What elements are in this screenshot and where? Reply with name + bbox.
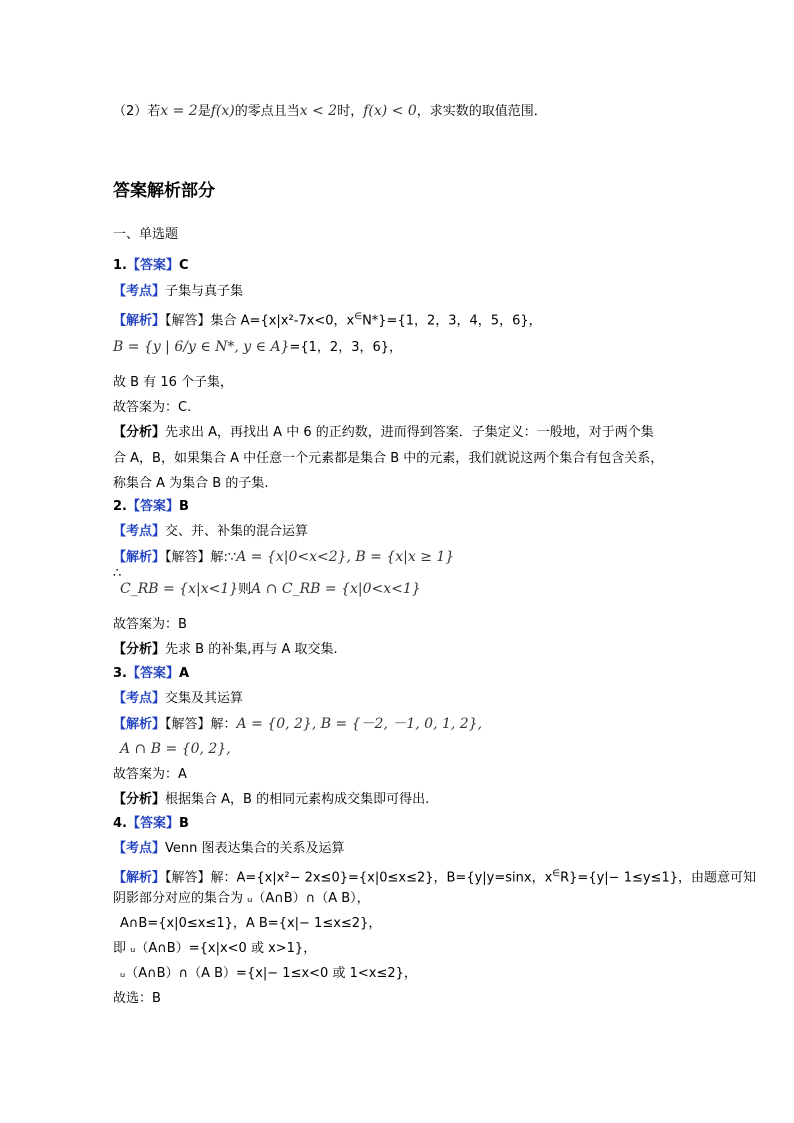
q2-solution-line-2 [120, 580, 421, 599]
math-expression: f(x) < 0 [363, 103, 417, 119]
part-title: 一、单选题 [113, 227, 179, 242]
question-number: 4. [113, 816, 127, 831]
question-number: 3. [113, 666, 127, 681]
q3-conclusion: 故答案为：A [113, 767, 187, 782]
math-expression: f(x) [210, 103, 235, 119]
fenxi-tag: 【分析】 [113, 642, 166, 657]
math-expression: x = 2 [160, 103, 198, 119]
answer-tag: 【答案】 [126, 816, 179, 831]
solution-text: 解:∵ [210, 550, 237, 565]
jieda-tag: 【解答】 [165, 313, 211, 329]
text: ，求实数的取值范围． [416, 104, 547, 119]
text: 是 [197, 104, 211, 119]
q1-solution-line-2 [113, 338, 402, 357]
solution-text: 则 [238, 582, 252, 597]
q2-solution-line-1 [113, 548, 454, 567]
q1-analysis-line-3: 称集合 A 为集合 B 的子集. [113, 476, 269, 491]
element-of-symbol: ∈ [552, 869, 561, 879]
solution-text: 集合 A={x|x²-7x<0，x [210, 313, 355, 329]
q4-solution-line-2: 阴影部分对应的集合为 ᵤ（A∩B）∩（A B）， [113, 891, 370, 906]
analysis-text: 先求出 A，再找出 A 中 6 的正约数，进而得到答案．子集定义：一般地，对于两个集 [165, 425, 654, 440]
q3-point-line [113, 690, 243, 708]
jiexi-tag: 【解析】 [113, 550, 166, 565]
math-expression: A ∩ C_RB = {x|0<x<1} [251, 581, 421, 597]
point-text: Venn 图表达集合的关系及运算 [165, 841, 345, 856]
jieda-tag: 【解答】 [165, 870, 211, 886]
q1-conclusion: 故答案为：C. [113, 400, 192, 415]
jiexi-tag: 【解析】 [113, 717, 166, 732]
q4-solution-line-4: 即 ᵤ（A∩B）={x|x<0 或 x>1}， [113, 941, 317, 956]
element-of-symbol: ∈ [354, 312, 363, 322]
point-tag: 【考点】 [113, 841, 166, 856]
jieda-tag: 【解答】 [165, 550, 211, 565]
fenxi-tag: 【分析】 [113, 792, 166, 807]
point-text: 子集与真子集 [165, 284, 244, 299]
point-tag: 【考点】 [113, 284, 166, 299]
fenxi-tag: 【分析】 [113, 425, 166, 440]
analysis-text: 根据集合 A，B 的相同元素构成交集即可得出. [165, 792, 430, 807]
question-number: 2. [113, 499, 127, 514]
jiexi-tag: 【解析】 [113, 870, 166, 886]
solution-text: 解：A={x|x²− 2x≤0}={x|0≤x≤2}，B={y|y=sinx，x [210, 870, 553, 886]
point-tag: 【考点】 [113, 691, 166, 706]
math-expression: A ∩ B = {0, 2}, [120, 741, 231, 757]
answer-tag: 【答案】 [126, 666, 179, 681]
math-expression: x < 2 [299, 103, 338, 119]
jiexi-tag: 【解析】 [113, 313, 166, 329]
question-number: 1. [113, 258, 127, 273]
math-expression: A = {x|0<x<2}, B = {x|x ≥ 1} [236, 549, 455, 565]
q1-analysis-line-1 [113, 424, 654, 442]
answer-value: A [179, 666, 190, 681]
q3-solution-line-1 [113, 715, 482, 734]
math-expression: C_RB = {x|x<1} [120, 581, 239, 597]
solution-text: ={1，2，3，6}， [289, 340, 403, 355]
solution-text: N*}={1，2，3，4，5，6}， [362, 313, 542, 329]
q3-answer-line [113, 665, 189, 683]
q2-answer-line [113, 498, 189, 516]
point-text: 交、并、补集的混合运算 [165, 524, 309, 539]
q4-solution-line-5: ᵤ（A∩B）∩（A B）={x|− 1≤x<0 或 1<x≤2}， [120, 966, 417, 981]
section-title: 答案解析部分 [113, 181, 215, 201]
jieda-tag: 【解答】 [165, 717, 211, 732]
math-expression: B = {y | 6/y ∈ N*, y ∈ A} [113, 339, 290, 355]
q4-point-line [113, 840, 345, 858]
point-text: 交集及其运算 [165, 691, 244, 706]
solution-text: 解： [210, 717, 237, 732]
answer-value: B [179, 499, 189, 514]
q2-conclusion: 故答案为：B [113, 617, 187, 632]
text: 的零点且当 [234, 104, 300, 119]
answer-tag: 【答案】 [126, 258, 179, 273]
answer-tag: 【答案】 [126, 499, 179, 514]
q3-analysis-line [113, 791, 429, 809]
q2-analysis-line [113, 641, 338, 659]
q1-point-line [113, 283, 243, 301]
question-2-line [113, 102, 547, 121]
question-2-prefix: （2）若 [113, 104, 161, 119]
q4-solution-line-1 [113, 865, 756, 887]
math-expression: A = {0, 2}, B = {－2, －1, 0, 1, 2}, [236, 716, 483, 732]
solution-text: R}={y|− 1≤y≤1}，由题意可知 [560, 870, 756, 886]
point-tag: 【考点】 [113, 524, 166, 539]
answer-value: C [179, 258, 189, 273]
q4-conclusion: 故选：B [113, 991, 161, 1006]
analysis-text: 先求 B 的补集,再与 A 取交集. [165, 642, 338, 657]
q1-solution-line-1 [113, 308, 542, 330]
q3-solution-line-2 [120, 740, 231, 759]
q2-point-line [113, 523, 308, 541]
q1-analysis-line-2: 合 A，B，如果集合 A 中任意一个元素都是集合 B 中的元素，我们就说这两个集合有包含关系， [113, 451, 664, 466]
answer-value: B [179, 816, 189, 831]
text: 时， [337, 104, 364, 119]
therefore-symbol: ∴ [113, 566, 122, 581]
q4-solution-line-3: A∩B={x|0≤x≤1}，A B={x|− 1≤x≤2}， [120, 916, 382, 931]
q1-answer-line [113, 257, 189, 275]
q4-answer-line [113, 815, 189, 833]
q1-solution-line-3: 故 B 有 16 个子集， [113, 375, 233, 390]
